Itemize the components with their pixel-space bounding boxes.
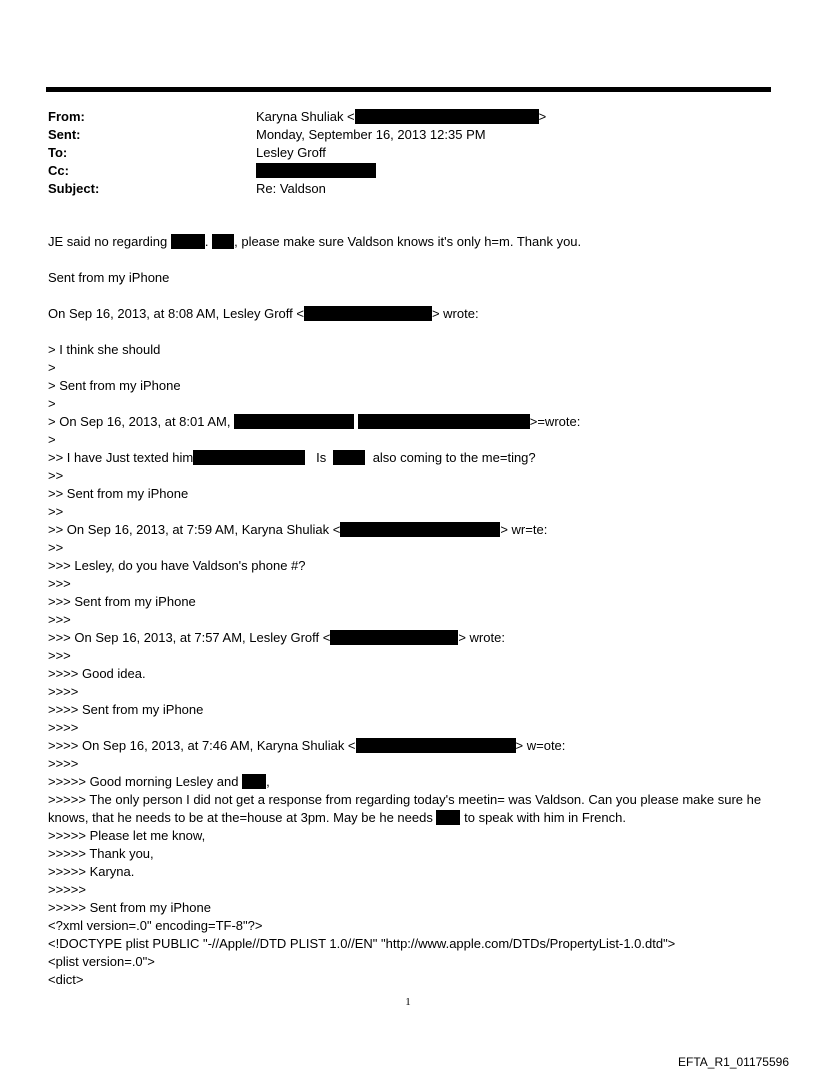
quote-line xyxy=(48,737,773,755)
quote-line: > Sent from my iPhone xyxy=(48,378,181,393)
redaction xyxy=(212,234,234,249)
from-label: From: xyxy=(48,109,85,124)
quote-line: >> xyxy=(48,504,64,519)
quote-line: >>> xyxy=(48,612,71,627)
text: , xyxy=(266,774,270,789)
quote-line: > xyxy=(48,396,56,411)
text: >=wrote: xyxy=(529,414,581,429)
text: to speak with him in French. xyxy=(464,810,626,825)
redaction xyxy=(330,630,458,645)
quote-line: >>>>> Please let me know, xyxy=(48,828,206,843)
quote-line: >>>>> xyxy=(48,882,86,897)
quote-line: >> xyxy=(48,540,64,555)
to-label: To: xyxy=(48,145,68,160)
to-row xyxy=(48,144,748,162)
subject-value: Re: Valdson xyxy=(256,181,326,196)
subject-label: Subject: xyxy=(48,181,100,196)
redaction xyxy=(436,810,460,825)
text: Is xyxy=(316,450,327,465)
quote-line: >>>> Sent from my iPhone xyxy=(48,702,204,717)
text: > wrote: xyxy=(431,306,479,321)
cc-label: Cc: xyxy=(48,163,69,178)
text: JE said no regarding xyxy=(48,234,171,249)
redaction xyxy=(171,234,205,249)
text: . xyxy=(204,234,209,249)
from-name: Karyna Shuliak < xyxy=(256,109,355,124)
xml-line: <?xml version=.0" encoding=TF-8"?> xyxy=(48,918,263,933)
from-value xyxy=(256,108,546,126)
quote-line xyxy=(48,449,773,467)
text: > w=ote: xyxy=(515,738,566,753)
body-line xyxy=(48,305,773,323)
xml-line: <!DOCTYPE plist PUBLIC "-//Apple//DTD PLIST 1.0//EN" "http://www.apple.com/DTDs/PropertyList-1.0.dtd"> xyxy=(48,936,676,951)
cc-row xyxy=(48,162,748,180)
redaction xyxy=(193,450,305,465)
body-line: Sent from my iPhone xyxy=(48,270,170,285)
text: > wr=te: xyxy=(500,522,548,537)
email-body xyxy=(48,233,773,989)
quote-line: >>>>> Thank you, xyxy=(48,846,154,861)
quote-line: >>> xyxy=(48,648,71,663)
redaction xyxy=(356,738,516,753)
sent-label: Sent: xyxy=(48,127,81,142)
quote-line xyxy=(48,629,773,647)
quote-line: >> Sent from my iPhone xyxy=(48,486,189,501)
email-header xyxy=(48,108,748,198)
quote-line: > xyxy=(48,360,56,375)
sent-row xyxy=(48,126,748,144)
text: > wrote: xyxy=(458,630,505,645)
quote-line xyxy=(48,521,773,539)
quote-line: >>>> xyxy=(48,684,79,699)
quote-line: >>>> Good idea. xyxy=(48,666,146,681)
text: On Sep 16, 2013, at 8:08 AM, Lesley Groff < xyxy=(48,306,304,321)
text: >> On Sep 16, 2013, at 7:59 AM, Karyna Shuliak < xyxy=(48,522,341,537)
quote-line: > I think she should xyxy=(48,342,161,357)
quote-line: >>> xyxy=(48,576,71,591)
text: >>>>> The only person I did not get a response from regarding today's meetin= was Valdson. Can you please make sure he knows, that he needs to be at the=house at 3pm. May be he needs xyxy=(48,792,762,825)
quote-line: >>>>> Sent from my iPhone xyxy=(48,900,211,915)
from-close: > xyxy=(538,109,547,124)
quote-line xyxy=(48,413,773,431)
redaction xyxy=(304,306,432,321)
quote-line: >>>> xyxy=(48,720,79,735)
redaction xyxy=(333,450,365,465)
text: also coming to the me=ting? xyxy=(372,450,536,465)
quote-line: >>>> xyxy=(48,756,79,771)
redaction xyxy=(355,109,539,124)
subject-row xyxy=(48,180,748,198)
text: >> I have Just texted him xyxy=(48,450,194,465)
text: >>>> On Sep 16, 2013, at 7:46 AM, Karyna Shuliak < xyxy=(48,738,356,753)
quote-line: >>> Lesley, do you have Valdson's phone #? xyxy=(48,558,306,573)
page-number: 1 xyxy=(405,996,411,1008)
quote-line: > xyxy=(48,432,56,447)
to-value: Lesley Groff xyxy=(256,145,326,160)
bates-number: EFTA_R1_01175596 xyxy=(678,1055,789,1069)
text: > On Sep 16, 2013, at 8:01 AM, xyxy=(48,414,231,429)
redaction xyxy=(242,774,266,789)
body-line xyxy=(48,233,773,251)
redaction xyxy=(234,414,354,429)
redaction xyxy=(358,414,530,429)
quote-paragraph xyxy=(48,791,773,827)
text: >>>>> Good morning Lesley and xyxy=(48,774,239,789)
xml-line: <plist version=.0"> xyxy=(48,954,155,969)
sent-value: Monday, September 16, 2013 12:35 PM xyxy=(256,127,486,142)
xml-line: <dict> xyxy=(48,972,84,987)
redaction xyxy=(256,163,376,178)
text: >>> On Sep 16, 2013, at 7:57 AM, Lesley Groff < xyxy=(48,630,331,645)
redaction xyxy=(340,522,500,537)
quote-line: >>>>> Karyna. xyxy=(48,864,135,879)
cc-value xyxy=(256,162,376,180)
quote-line: >>> Sent from my iPhone xyxy=(48,594,196,609)
text: , please make sure Valdson knows it's only h=m. Thank you. xyxy=(234,234,582,249)
quote-line xyxy=(48,773,773,791)
header-rule xyxy=(46,87,771,92)
quote-line: >> xyxy=(48,468,64,483)
from-row xyxy=(48,108,748,126)
